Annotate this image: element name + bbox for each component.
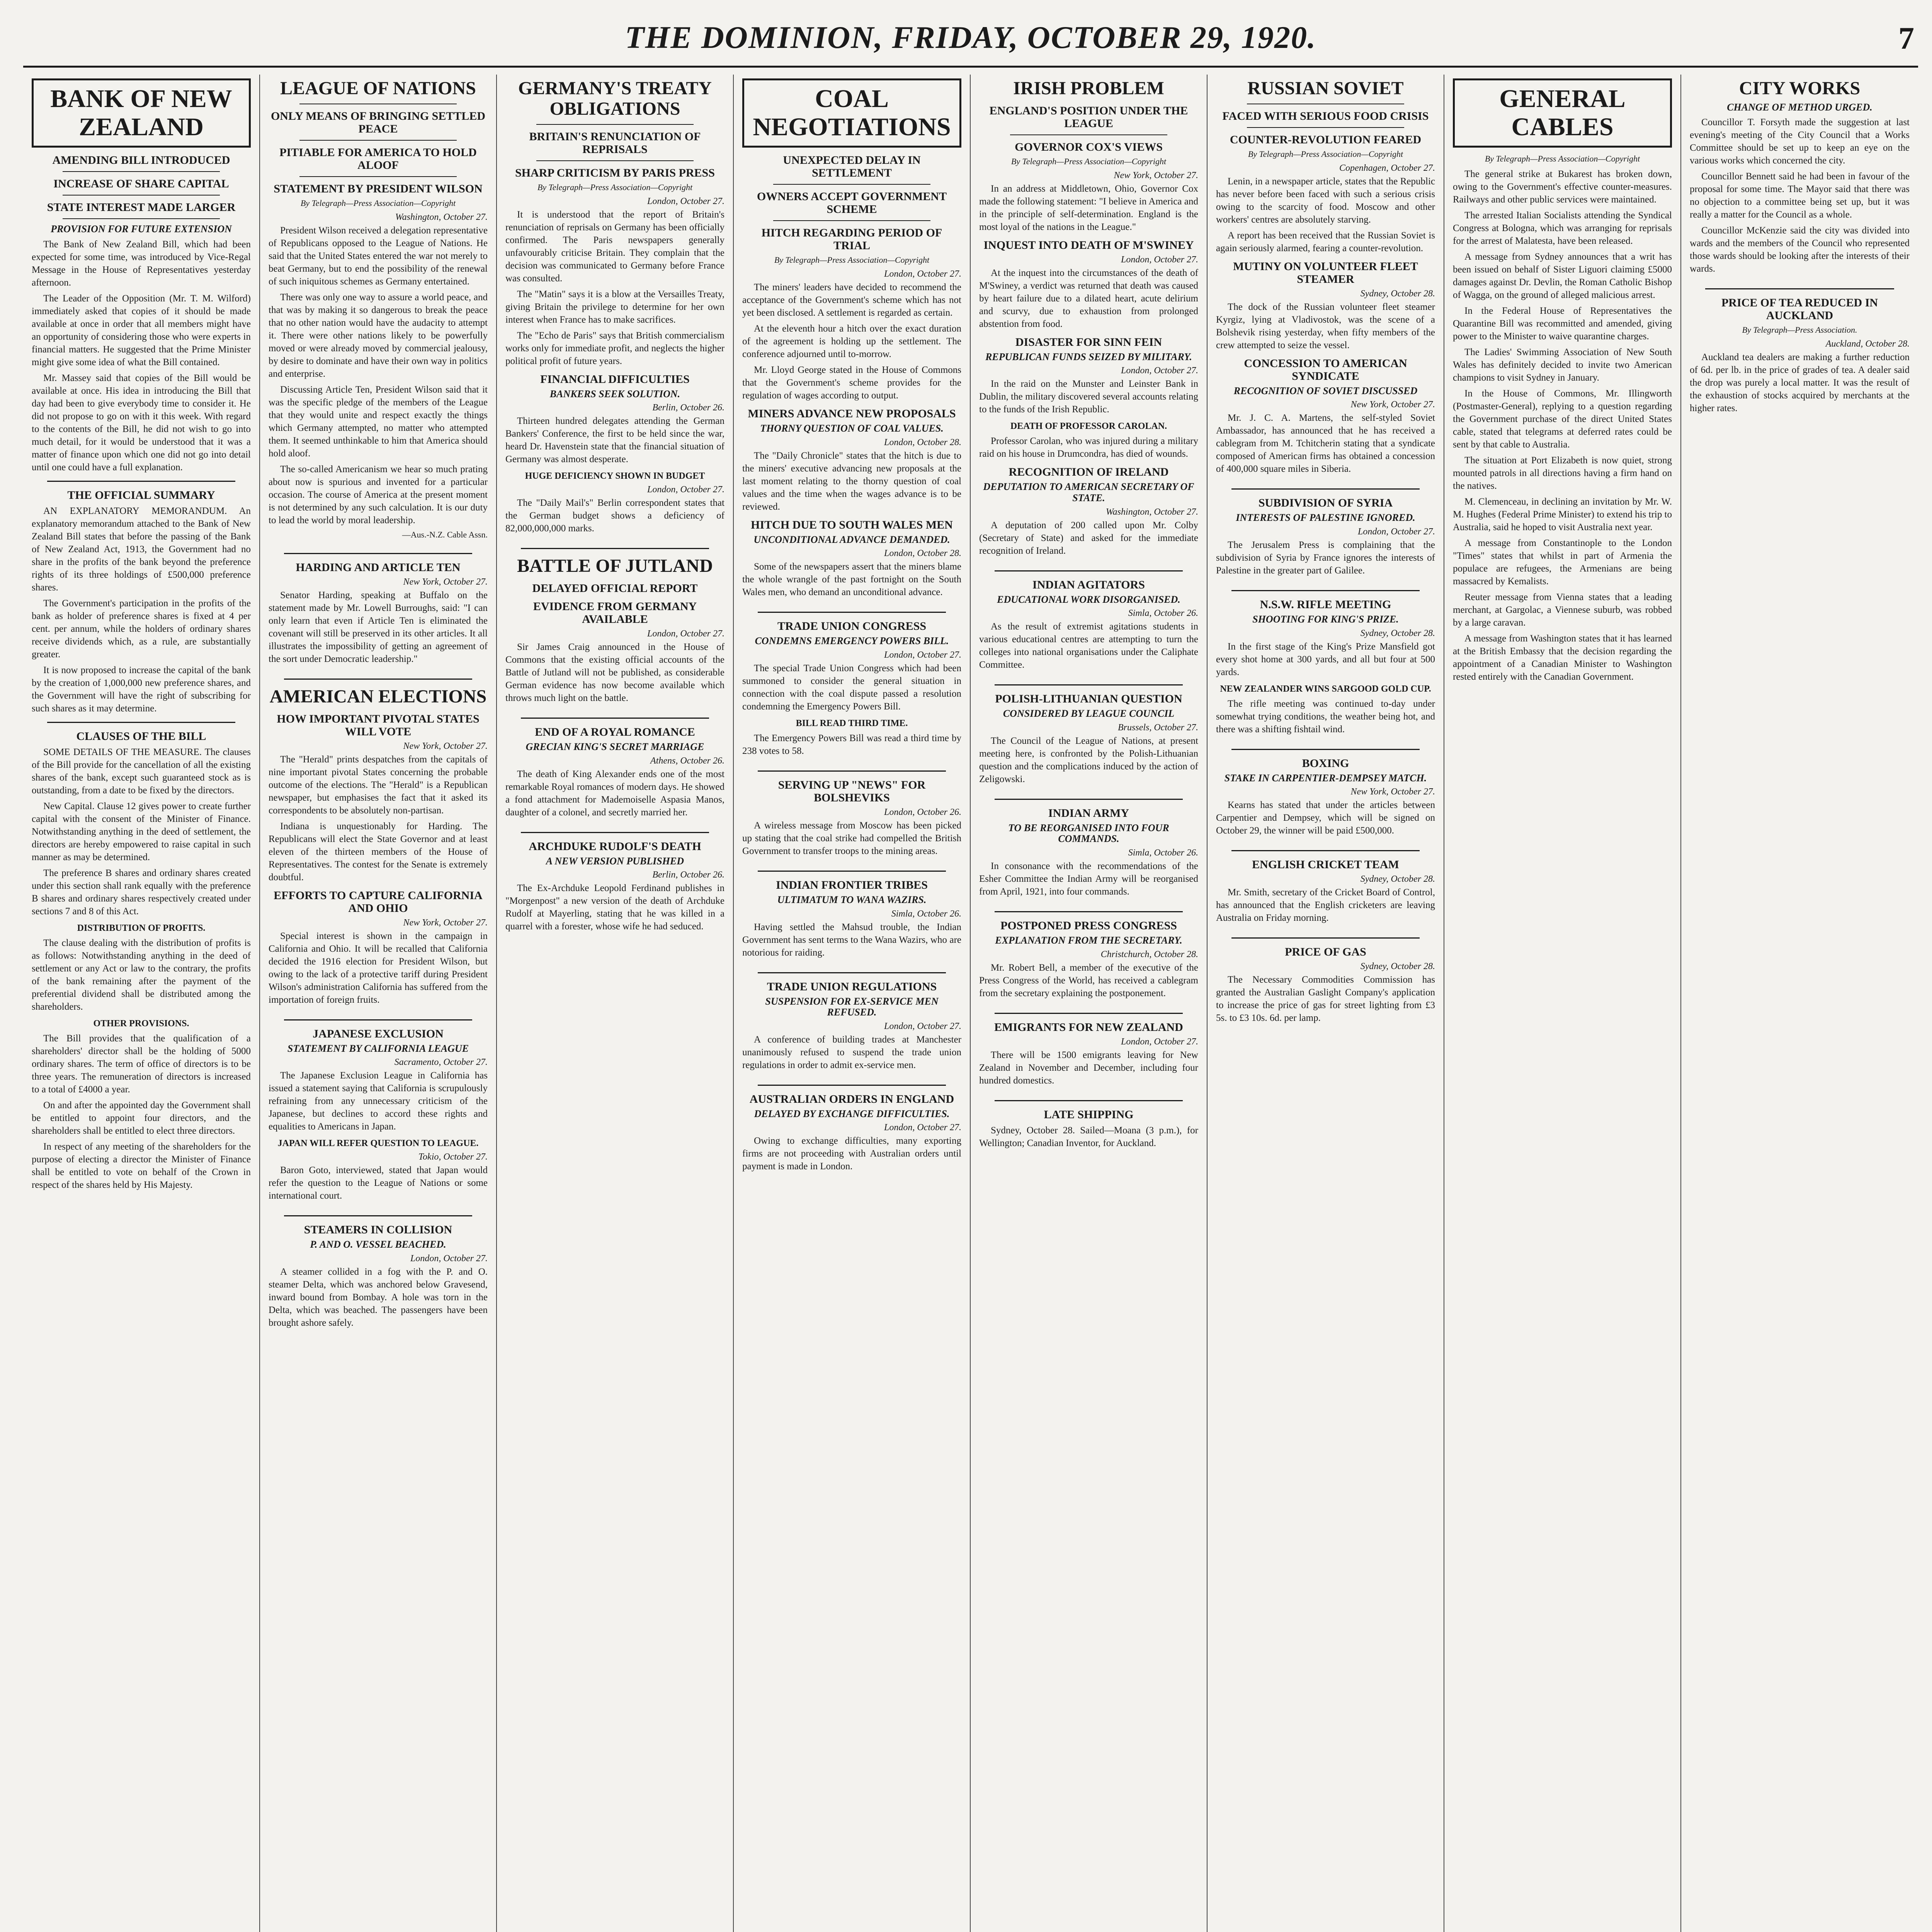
bank-paragraph: The Bill provides that the qualification of a shareholders' director shall be the holding of 5000 ordinary shares. The term of office of directors is to be three years. The remuneration of directors is increased to a total of £4000 a year. (32, 1033, 251, 1095)
miners-deck: THORNY QUESTION OF COAL VALUES. (760, 423, 944, 434)
russian-paragraph: Lenin, in a newspaper article, states that the Republic has never before been faced with such a serious crisis owing to the scarcity of food. Moscow and other workers' centres are absolutely starving. (1216, 176, 1435, 225)
irish-deck-2: GOVERNOR COX'S VIEWS (1015, 140, 1163, 153)
article-trade-regs (742, 980, 961, 1071)
tea-paragraph: Auckland tea dealers are making a further reduction of 6d. per lb. in the price of grades of tea. A dealer said the drop was purely a local matter. It was the result of the exhaustion of stocks acquired by merchants at the higher rates. (1690, 352, 1910, 414)
hitch-headline: HITCH DUE TO SOUTH WALES MEN (751, 518, 953, 531)
financial-deck: BANKERS SEEK SOLUTION. (549, 388, 680, 400)
bank-distribution-heading: DISTRIBUTION OF PROFITS. (77, 923, 206, 933)
cables-byline: By Telegraph—Press Association—Copyright (1485, 154, 1640, 164)
cables-paragraph: Reuter message from Vienna states that a leading merchant, at Gargolac, a Viennese suburb, was robbed by a large caravan. (1453, 592, 1672, 628)
indian-headline: INDIAN FRONTIER TRIBES (776, 878, 928, 891)
gas-dateline: Sydney, October 28. (1360, 961, 1435, 972)
recognition-dateline: Washington, October 27. (1105, 507, 1198, 517)
inquest-paragraph: At the inquest into the circumstances of the death of M'Swiney, a verdict was returned that death was caused by heart failure due to a dilated heart, acute delirium and scurvy, due to exhaustion from prolonged abstention from food. (979, 267, 1198, 329)
aus-paragraph: Owing to exchange difficulties, many exporting firms are not proceeding with Australian orders until payment is made in London. (742, 1136, 961, 1172)
works-paragraph: Councillor Bennett said he had been in favour of the proposal for some time. The Mayor said that there was no objection to a committee being set up, but it was really a matter for the Council as a whole. (1690, 171, 1910, 220)
cables-paragraph: M. Clemenceau, in declining an invitation by Mr. W. M. Hughes (Federal Prime Minister) to extend his trip to Australia, said he hoped to visit Australia next year. (1453, 497, 1672, 533)
disaster-dateline: London, October 27. (1121, 366, 1198, 376)
efforts-headline: EFFORTS TO CAPTURE CALIFORNIA AND OHIO (274, 889, 483, 915)
column-3 (497, 75, 734, 1932)
rifle-deck: SHOOTING FOR KING'S PRIZE. (1252, 613, 1399, 625)
bank-paragraph: The Government's participation in the profits of the bank as holder of preference shares is fixed at 4 per cent. per annum, while the holders of ordinary shares receive dividends which, as a rule, are substantially greater. (32, 598, 251, 660)
divider (995, 799, 1183, 800)
coal-paragraph: The miners' leaders have decided to recommend the acceptance of the Government's scheme which has not yet been disclosed. A settlement is regarded as certain. (742, 282, 961, 318)
article-gas (1216, 946, 1435, 1024)
trade-deck: CONDEMNS EMERGENCY POWERS BILL. (755, 635, 949, 647)
agitators-dateline: Simla, October 26. (1128, 608, 1198, 619)
inquest-dateline: London, October 27. (1121, 254, 1198, 265)
army-headline: INDIAN ARMY (1048, 806, 1129, 820)
bank-paragraph: The Leader of the Opposition (Mr. T. M. Wilford) immediately asked that copies of it should be made available at once in order that all members might have an opportunity of considering those who were experts in financial matters. He suggested that the Prime Minister might give some idea of what the Bill contained. (32, 293, 251, 367)
boxing-headline: BOXING (1302, 757, 1349, 770)
syria-dateline: London, October 27. (1358, 526, 1435, 537)
recognition-deck: DEPUTATION TO AMERICAN SECRETARY OF STATE. (983, 481, 1194, 503)
archduke-paragraph: The Ex-Archduke Leopold Ferdinand publishes in "Morgenpost" a new version of the death of Archduke Rudolf at Mayerling, stating that he was killed in a quarrel with a forester, whose wife he had seduced. (505, 883, 724, 932)
divider (1231, 937, 1420, 939)
league-byline: By Telegraph—Press Association—Copyright (300, 198, 456, 208)
bank-deck-1: AMENDING BILL INTRODUCED (52, 154, 230, 167)
bank-deck-4: PROVISION FOR FUTURE EXTENSION (51, 223, 232, 235)
miners-headline: MINERS ADVANCE NEW PROPOSALS (748, 407, 956, 420)
divider (63, 195, 220, 196)
concession-dateline: New York, October 27. (1350, 400, 1435, 410)
germany-paragraph: The "Matin" says it is a blow at the Versailles Treaty, giving Britain the privilege to determine for her own interest when France has to make sacrifices. (505, 289, 724, 325)
recognition-headline: RECOGNITION OF IRELAND (1009, 466, 1169, 479)
irish-byline: By Telegraph—Press Association—Copyright (1011, 156, 1167, 166)
column-2 (260, 75, 497, 1932)
bank-paragraph: The preference B shares and ordinary shares created under this section shall rank equally with the preference B shares and ordinary shares respectively created under sections 7 and 8 of this Act. (32, 867, 251, 917)
divider (284, 1215, 472, 1216)
cables-paragraph: In the Federal House of Representatives the Quarantine Bill was recommitted and amended, giving power to the Minister to waive quarantine charges. (1453, 306, 1672, 342)
miners-dateline: London, October 28. (884, 437, 961, 447)
harding-headline: HARDING AND ARTICLE TEN (296, 561, 461, 574)
elections-deck: HOW IMPORTANT PIVOTAL STATES WILL VOTE (277, 712, 480, 738)
article-polish (979, 692, 1198, 786)
press-deck: EXPLANATION FROM THE SECRETARY. (995, 934, 1182, 946)
germany-headline: GERMANY'S TREATY OBLIGATIONS (518, 78, 712, 119)
divider (1705, 288, 1894, 289)
divider (758, 871, 946, 872)
divider (536, 160, 694, 161)
boxing-paragraph: Kearns has stated that under the articles between Carpentier and Dempsey, which will be signed on October 29, the winner will be paid £500,000. (1216, 800, 1435, 836)
cables-headline: GENERAL CABLES (1453, 78, 1672, 148)
trade-paragraph: The special Trade Union Congress which had been summoned to consider the general situation in connection with the coal dispute passed a resolution condemning the Emergency Powers Bill. (742, 663, 961, 712)
divider (536, 124, 694, 125)
gas-headline: PRICE OF GAS (1285, 946, 1366, 959)
regs-headline: TRADE UNION REGULATIONS (767, 980, 937, 993)
divider (63, 218, 220, 219)
bank-paragraph: SOME DETAILS OF THE MEASURE. The clauses of the Bill provide for the cancellation of all the existing shares of the bank, except such guaranteed stock as is outstanding, from a date to be fixed by the directors. (32, 747, 251, 796)
mutiny-headline: MUTINY ON VOLUNTEER FLEET STEAMER (1233, 260, 1418, 286)
concession-headline: CONCESSION TO AMERICAN SYNDICATE (1244, 357, 1407, 383)
column-1 (23, 75, 260, 1932)
column-8 (1681, 75, 1918, 1932)
article-boxing (1216, 757, 1435, 837)
rifle-paragraph: In the first stage of the King's Prize Mansfield got every shot home at 300 yards, and all but four at 500 yards. (1216, 641, 1435, 677)
steamers-paragraph: A steamer collided in a fog with the P. and O. steamer Delta, which was anchored below Gravesend, inward bound from Bombay. A hole was torn in the Delta, which was beached. The passengers have been brought ashore safely. (269, 1266, 488, 1328)
divider (995, 570, 1183, 571)
divider (758, 972, 946, 973)
jutland-deck-2: EVIDENCE FROM GERMANY AVAILABLE (533, 600, 697, 626)
jutland-headline: BATTLE OF JUTLAND (517, 556, 713, 577)
romance-deck: GRECIAN KING'S SECRET MARRIAGE (526, 741, 704, 752)
divider (758, 612, 946, 613)
boxing-dateline: New York, October 27. (1350, 787, 1435, 797)
elections-dateline: New York, October 27. (403, 741, 488, 751)
huge-dateline: London, October 27. (647, 485, 724, 495)
divider (521, 548, 709, 549)
financial-headline: FINANCIAL DIFFICULTIES (540, 372, 690, 386)
cables-paragraph: A message from Sydney announces that a writ has been issued on behalf of Sister Liguori claiming £5000 damages against Dr. Devlin, the Roman Catholic Bishop of Wagga, on the ground of alleged malicious arrest. (1453, 252, 1672, 301)
league-paragraph: The so-called Americanism we hear so much prating about now is spurious and invented for a particular occasion. The course of America at the present moment is not determined by any such calculation. It is our duty to lead the world by moral leadership. (269, 464, 488, 526)
mutiny-dateline: Sydney, October 28. (1360, 288, 1435, 299)
article-serving (742, 779, 961, 857)
jutland-paragraph: Sir James Craig announced in the House of Commons that the existing official accounts of the Battle of Jutland will not be published, as considerable German evidence has now become available which throws much light on the battle. (505, 641, 724, 703)
regs-deck: SUSPENSION FOR EX-SERVICE MEN REFUSED. (765, 995, 939, 1018)
league-dateline: Washington, October 27. (395, 212, 488, 222)
bill-paragraph: The Emergency Powers Bill was read a third time by 238 votes to 58. (742, 733, 961, 756)
emigrants-dateline: London, October 27. (1121, 1036, 1198, 1047)
article-harding (269, 561, 488, 665)
cricket-paragraph: Mr. Smith, secretary of the Cricket Board of Control, has announced that the English cricketers are leaving Australia on Friday morning. (1216, 887, 1435, 923)
divider (521, 832, 709, 833)
bank-clauses-heading: CLAUSES OF THE BILL (76, 730, 206, 743)
divider (1231, 488, 1420, 490)
divider (995, 911, 1183, 912)
divider (284, 553, 472, 554)
army-deck: TO BE REORGANISED INTO FOUR COMMANDS. (1008, 822, 1169, 845)
disaster-paragraph: In the raid on the Munster and Leinster Bank in Dublin, the military discovered several accounts relating to the funds of the Irish Republic. (979, 379, 1198, 415)
trade-headline: TRADE UNION CONGRESS (777, 620, 927, 633)
article-irish (979, 78, 1198, 557)
army-paragraph: In consonance with the recommendations of the Esher Committee the Indian Army will be reorganised from April, 1921, into four commands. (979, 861, 1198, 897)
germany-byline: By Telegraph—Press Association—Copyright (537, 182, 693, 192)
gas-paragraph: The Necessary Commodities Commission has granted the Australian Gaslight Company's application to increase the price of gas for street lighting from £3 5s. to £3 10s. 6d. per lamp. (1216, 975, 1435, 1024)
indian-deck: ULTIMATUM TO WANA WAZIRS. (777, 894, 927, 905)
works-paragraph: Councillor McKenzie said the city was divided into wards and the members of the Council who represented those wards should be looking after the interests of their wards. (1690, 225, 1910, 274)
article-indian-frontier (742, 879, 961, 959)
aus-dateline: London, October 27. (884, 1122, 961, 1133)
japan-dateline: Tokio, October 27. (418, 1152, 488, 1162)
article-agitators (979, 578, 1198, 672)
russian-paragraph: A report has been received that the Russian Soviet is again seriously alarmed, fearing a counter-revolution. (1216, 230, 1435, 253)
jutland-dateline: London, October 27. (647, 628, 724, 639)
columns (23, 75, 1918, 1932)
divider (995, 1013, 1183, 1014)
irish-dateline: New York, October 27. (1114, 170, 1198, 180)
concession-paragraph: Mr. J. C. A. Martens, the self-styled Soviet Ambassador, has announced that he has received a cablegram from M. Tchitcherin stating that a syndicate composed of American firms has obtained a concession of 400,000 square miles in Siberia. (1216, 413, 1435, 474)
divider (773, 220, 930, 221)
polish-deck: CONSIDERED BY LEAGUE COUNCIL (1003, 708, 1175, 719)
bank-deck-3: STATE INTEREST MADE LARGER (47, 201, 236, 214)
indian-dateline: Simla, October 26. (891, 908, 961, 919)
agitators-paragraph: As the result of extremist agitations students in various educational centres are attempting to turn the colleges into national organisations under the Caliphate Committee. (979, 621, 1198, 670)
regs-paragraph: A conference of building trades at Manchester unanimously refused to suspend the trade union regulations in order to admit ex-service men. (742, 1034, 961, 1070)
serving-headline: SERVING UP "NEWS" FOR BOLSHEVIKS (778, 778, 926, 804)
column-5 (971, 75, 1208, 1932)
coal-byline: By Telegraph—Press Association—Copyright (774, 255, 930, 265)
archduke-headline: ARCHDUKE RUDOLF'S DEATH (529, 840, 701, 853)
syria-deck: INTERESTS OF PALESTINE IGNORED. (1236, 512, 1415, 524)
coal-deck-3: HITCH REGARDING PERIOD OF TRIAL (761, 226, 942, 252)
irish-headline: IRISH PROBLEM (1013, 78, 1164, 99)
article-syria (1216, 497, 1435, 577)
masthead (23, 15, 1918, 68)
divider (1231, 590, 1420, 591)
efforts-paragraph: Special interest is shown in the campaign in California and Ohio. It will be recalled that California decided the 1916 election for President Wilson, but owing to the lack of a protective tariff during President Wilson's administration California has suffered from the importation of foreign fruits. (269, 930, 488, 1005)
recognition-paragraph: A deputation of 200 called upon Mr. Colby (Secretary of State) and asked for the immediate recognition of Ireland. (979, 520, 1198, 556)
league-headline: LEAGUE OF NATIONS (280, 78, 476, 99)
coal-paragraph: Mr. Lloyd George stated in the House of Commons that the Government's scheme provides for the regulation of wages according to output. (742, 365, 961, 401)
divider (299, 176, 457, 177)
cables-paragraph: The situation at Port Elizabeth is now quiet, strong mounted patrols in all directions having a firm hand on the natives. (1453, 455, 1672, 492)
bank-headline: BANK OF NEW ZEALAND (32, 78, 251, 148)
financial-dateline: Berlin, October 26. (652, 403, 724, 413)
huge-paragraph: The "Daily Mail's" Berlin correspondent states that the German budget shows a deficiency of 82,000,000,000 marks. (505, 498, 724, 534)
cricket-headline: ENGLISH CRICKET TEAM (1252, 858, 1399, 871)
bill-subheading: BILL READ THIRD TIME. (796, 718, 908, 728)
page-number: 7 (1898, 20, 1914, 56)
bank-official-heading: THE OFFICIAL SUMMARY (67, 488, 215, 502)
aus-deck: DELAYED BY EXCHANGE DIFFICULTIES. (754, 1108, 950, 1119)
coal-deck-2: OWNERS ACCEPT GOVERNMENT SCHEME (757, 190, 947, 216)
archduke-dateline: Berlin, October 26. (652, 870, 724, 880)
article-rifle (1216, 598, 1435, 736)
column-4 (734, 75, 971, 1932)
divider (521, 718, 709, 719)
article-late-shipping (979, 1108, 1198, 1150)
agitators-headline: INDIAN AGITATORS (1032, 578, 1145, 591)
cables-paragraph: The general strike at Bukarest has broken down, owing to the Government's effective counter-measures. Railways and other public services were maintained. (1453, 169, 1672, 205)
inquest-headline: INQUEST INTO DEATH OF M'SWINEY (983, 238, 1194, 252)
japanese-deck: STATEMENT BY CALIFORNIA LEAGUE (287, 1043, 469, 1054)
serving-dateline: London, October 26. (884, 807, 961, 817)
army-dateline: Simla, October 26. (1128, 847, 1198, 858)
cricket-dateline: Sydney, October 28. (1360, 874, 1435, 884)
elections-headline: AMERICAN ELECTIONS (269, 686, 487, 707)
cables-paragraph: The Ladies' Swimming Association of New South Wales has definitely decided to invite two American champions to visit Sydney in January. (1453, 347, 1672, 383)
divider (758, 1085, 946, 1086)
financial-paragraph: Thirteen hundred delegates attending the German Bankers' Conference, the first to be held since the war, heard Dr. Havenstein state that the financial situation of Germany was almost desperate. (505, 416, 724, 465)
article-romance (505, 726, 724, 819)
steamers-headline: STEAMERS IN COLLISION (304, 1223, 452, 1236)
article-russian (1216, 78, 1435, 475)
works-headline: CITY WORKS (1739, 78, 1861, 99)
regs-dateline: London, October 27. (884, 1021, 961, 1031)
late-shipping-headline: LATE SHIPPING (1044, 1108, 1134, 1121)
divider (1247, 127, 1404, 128)
bank-paragraph: AN EXPLANATORY MEMORANDUM. An explanatory memorandum attached to the Bank of New Zealand Bill states that before the passing of the Bank of New Zealand Act, 1913, the Government had no share in the profits of the bank beyond the preference rights of its three holdings of £500,000 preference shares. (32, 505, 251, 593)
nz-subheading: NEW ZEALANDER WINS SARGOOD GOLD CUP. (1220, 684, 1431, 694)
bank-paragraph: It is now proposed to increase the capital of the bank by the creation of 1,000,000 new preference shares, and the Government will have the right of subscribing for such shares as it may determine. (32, 665, 251, 714)
indian-paragraph: Having settled the Mahsud trouble, the Indian Government has sent terms to the Wana Wazirs, who are notorious for raiding. (742, 922, 961, 958)
divider (758, 770, 946, 772)
japan-paragraph: Baron Goto, interviewed, stated that Japan would refer the question to the League of Nations or some international court. (269, 1165, 488, 1201)
aus-headline: AUSTRALIAN ORDERS IN ENGLAND (749, 1092, 954, 1105)
divider (63, 171, 220, 172)
boxing-deck: STAKE IN CARPENTIER-DEMPSEY MATCH. (1224, 772, 1427, 784)
polish-paragraph: The Council of the League of Nations, at present meeting here, is confronted by the Polish-Lithuanian question and the complications induced by the action of Zeligowski. (979, 735, 1198, 784)
russian-headline: RUSSIAN SOVIET (1247, 78, 1404, 99)
works-paragraph: Councillor T. Forsyth made the suggestion at last evening's meeting of the City Council that a Works Committee should be set up to keep an eye on the various works which concerned the city. (1690, 117, 1910, 166)
germany-paragraph: The "Echo de Paris" says that British commercialism works only for immediate profit, and neglects the higher political profit of future years. (505, 330, 724, 366)
tea-headline: PRICE OF TEA REDUCED IN AUCKLAND (1721, 296, 1878, 322)
steamers-dateline: London, October 27. (410, 1253, 488, 1264)
huge-heading: HUGE DEFICIENCY SHOWN IN BUDGET (525, 471, 705, 481)
nz-paragraph: The rifle meeting was continued to-day under somewhat trying conditions, the weather being hot, and there was a shifting fishtail wind. (1216, 698, 1435, 735)
mutiny-paragraph: The dock of the Russian volunteer fleet steamer Kyrgiz, lying at Vladivostok, was the scene of a Bolshevik rising yesterday, when fifty members of the crew attempted to seize the vessel. (1216, 301, 1435, 350)
league-paragraph: Discussing Article Ten, President Wilson said that it was the specific pledge of the members of the League that they would unite and respect exactly the things which Germany attempted, no matter who attempted them. It seemed unthinkable to him that America should hold aloof. (269, 384, 488, 459)
late-shipping-paragraph: Sydney, October 28. Sailed—Moana (3 p.m.), for Wellington; Canadian Inventor, for Auckland. (979, 1125, 1198, 1148)
divider (284, 679, 472, 680)
league-agency: —Aus.-N.Z. Cable Assn. (402, 529, 488, 539)
russian-deck-1: FACED WITH SERIOUS FOOD CRISIS (1222, 109, 1429, 122)
article-archduke (505, 840, 724, 933)
bank-paragraph: On and after the appointed day the Government shall be entitled to appoint four directors, and the shareholders shall be entitled to elect three directors. (32, 1100, 251, 1136)
concession-deck: RECOGNITION OF SOVIET DISCUSSED (1233, 385, 1418, 396)
russian-deck-2: COUNTER-REVOLUTION FEARED (1230, 133, 1422, 146)
emigrants-paragraph: There will be 1500 emigrants leaving for New Zealand in November and December, including four hundred domestics. (979, 1049, 1198, 1086)
league-paragraph: There was only one way to assure a world peace, and that was by making it so dangerous to break the peace that no other nation would have the audacity to attempt it. There were other nations likely to be powerfully moved or were already moved by commercial jealousy, by desire to dominate and have their own way in politics and enterprise. (269, 292, 488, 379)
article-emigrants (979, 1021, 1198, 1087)
cables-paragraph: A message from Washington states that it has learned at the British Embassy that the decision regarding the appointment of a Canadian Minister to Washington rested entirely with the Canadian Government. (1453, 633, 1672, 682)
carolan-paragraph: Professor Carolan, who was injured during a military raid on his house in Drumcondra, has died of wounds. (979, 436, 1198, 459)
tea-byline: By Telegraph—Press Association. (1742, 325, 1857, 335)
japanese-dateline: Sacramento, October 27. (394, 1057, 488, 1068)
elections-paragraph: The "Herald" prints despatches from the capitals of nine important pivotal States concerning the probable outcome of the elections. The "Herald" is a Republican newspaper, but emphasises the fact that it asked its correspondents to be absolutely non-partisan. (269, 754, 488, 816)
divider (995, 684, 1183, 685)
press-headline: POSTPONED PRESS CONGRESS (1000, 919, 1177, 932)
cables-paragraph: The arrested Italian Socialists attending the Syndical Congress at Bologna, which was arranging for reprisals for the arrest of Malatesta, have been released. (1453, 210, 1672, 247)
divider (773, 184, 930, 185)
agitators-deck: EDUCATIONAL WORK DISORGANISED. (997, 594, 1180, 605)
hitch-dateline: London, October 28. (884, 548, 961, 559)
column-7 (1444, 75, 1681, 1932)
article-trade-congress (742, 620, 961, 757)
article-australian-orders (742, 1093, 961, 1173)
efforts-dateline: New York, October 27. (403, 917, 488, 928)
divider (47, 481, 235, 482)
tea-dateline: Auckland, October 28. (1825, 339, 1910, 349)
article-league (269, 78, 488, 540)
divider (299, 140, 457, 141)
romance-paragraph: The death of King Alexander ends one of the most remarkable Royal romances of modern days. He showed a fond attachment for Mademoiselle Aspasia Manos, daughter of a colonel, and secretly married her. (505, 769, 724, 818)
article-germany (505, 78, 724, 535)
divider (1231, 749, 1420, 750)
steamers-deck: P. AND O. VESSEL BEACHED. (310, 1239, 446, 1250)
league-paragraph: President Wilson received a delegation representative of Republicans opposed to the League of Nations. He said that the United States entered the war not merely to beat Germany, but to end the possibility of the renewal of such iniquitous schemes as Germany entertained. (269, 225, 488, 287)
bank-deck-2: INCREASE OF SHARE CAPITAL (53, 177, 229, 190)
divider (47, 722, 235, 723)
serving-paragraph: A wireless message from Moscow has been picked up stating that the coal strike had compelled the British Government to transfer troops to the mining areas. (742, 820, 961, 856)
coal-deck-1: UNEXPECTED DELAY IN SETTLEMENT (783, 154, 921, 180)
divider (995, 1100, 1183, 1101)
article-cables (1453, 78, 1672, 683)
germany-paragraph: It is understood that the report of Britain's renunciation of reprisals on Germany has been officially confirmed. The Paris newspapers generally unfavourably criticise Britain. They complain that the decision was communicated to Germany before France was consulted. (505, 209, 724, 284)
article-coal (742, 78, 961, 599)
bank-paragraph: New Capital. Clause 12 gives power to create further capital with the consent of the Minister of Finance. Notwithstanding anything in the deed of settlement, the directors are hereby empowered to raise capital in such manner as may be determined. (32, 801, 251, 862)
jutland-deck-1: DELAYED OFFICIAL REPORT (532, 582, 698, 595)
article-cricket (1216, 858, 1435, 924)
disaster-deck: REPUBLICAN FUNDS SEIZED BY MILITARY. (985, 351, 1192, 362)
article-elections (269, 687, 488, 1006)
bank-paragraph: The clause dealing with the distribution of profits is as follows: Notwithstanding anything in the deed of settlement or any Act or law to the contrary, the profits of the bank remaining after the payment of the preferential dividend shall be distributed among the shareholders. (32, 937, 251, 1012)
russian-dateline: Copenhagen, October 27. (1339, 163, 1435, 173)
japanese-headline: JAPANESE EXCLUSION (313, 1027, 444, 1040)
elections-paragraph: Indiana is unquestionably for Harding. The Republicans will elect the State Governor and at least eleven of the thirteen members of the House of Representatives. The contest for the Senate is extremely doubtful. (269, 821, 488, 883)
masthead-title: THE DOMINION, FRIDAY, OCTOBER 29, 1920. (625, 20, 1316, 55)
polish-dateline: Brussels, October 27. (1118, 722, 1198, 733)
league-deck-1: ONLY MEANS OF BRINGING SETTLED PEACE (270, 109, 486, 135)
article-steamers (269, 1223, 488, 1329)
japanese-paragraph: The Japanese Exclusion League in California has issued a statement saying that California is scrupulously refraining from any unnecessary criticism of the Japanese, but declines to accord these rights and equalities to Americans in Japan. (269, 1070, 488, 1132)
rifle-headline: N.S.W. RIFLE MEETING (1260, 598, 1391, 611)
romance-headline: END OF A ROYAL ROMANCE (535, 725, 695, 738)
emigrants-headline: EMIGRANTS FOR NEW ZEALAND (994, 1020, 1183, 1034)
article-japanese (269, 1027, 488, 1202)
bank-paragraph: In respect of any meeting of the shareholders for the purpose of electing a director the Minister of Finance shall be entitled to vote on behalf of the Crown in respect of the shares held by His Majesty. (32, 1141, 251, 1190)
miners-paragraph: The "Daily Chronicle" states that the hitch is due to the miners' executive advancing new proposals at the last moment relating to the thorny question of coal values and the time when the wages advance is to be reviewed. (742, 450, 961, 512)
irish-paragraph: In an address at Middletown, Ohio, Governor Cox made the following statement: "I believe in America and in the principle of self-determination. England is the most loyal of the nations in the League." (979, 183, 1198, 232)
coal-headline: COAL NEGOTIATIONS (742, 78, 961, 148)
league-deck-2: PITIABLE FOR AMERICA TO HOLD ALOOF (279, 146, 477, 172)
article-bank (32, 78, 251, 1191)
romance-dateline: Athens, October 26. (650, 755, 724, 766)
divider (1231, 850, 1420, 851)
germany-dateline: London, October 27. (647, 196, 724, 206)
hitch-deck: UNCONDITIONAL ADVANCE DEMANDED. (753, 534, 950, 545)
japan-subheading: JAPAN WILL REFER QUESTION TO LEAGUE. (277, 1138, 479, 1149)
syria-paragraph: The Jerusalem Press is complaining that the subdivision of Syria by France ignores the interests of Palestine in the greater part of Galilee. (1216, 539, 1435, 576)
bank-paragraph: Mr. Massey said that copies of the Bill would be available at once. His idea in introducing the Bill that day had been to give everybody time to consider it. He did not propose to go on with it this week. With regard to the contents of the Bill, he did not wish to go into much detail, for it would be understood that it was a matter of finance upon which one did not go into detail until one could have a full explanation. (32, 372, 251, 473)
bank-paragraph: The Bank of New Zealand Bill, which had been expected for some time, was introduced by Vice-Regal Message in the House of Representatives yesterday afternoon. (32, 239, 251, 288)
article-press-congress (979, 919, 1198, 1000)
germany-deck-1: BRITAIN'S RENUNCIATION OF REPRISALS (529, 130, 701, 156)
cables-paragraph: In the House of Commons, Mr. Illingworth (Postmaster-General), replying to a question regarding the Government purchase of the direct United States cable, stated that telegrams at deferred rates could be sent by that cable to Australia. (1453, 388, 1672, 450)
divider (1010, 134, 1167, 135)
coal-dateline: London, October 27. (884, 269, 961, 279)
trade-dateline: London, October 27. (884, 650, 961, 660)
divider (284, 1019, 472, 1020)
germany-deck-2: SHARP CRITICISM BY PARIS PRESS (515, 166, 715, 179)
rifle-dateline: Sydney, October 28. (1360, 628, 1435, 638)
harding-dateline: New York, October 27. (403, 577, 488, 587)
article-city-works (1690, 78, 1910, 275)
polish-headline: POLISH-LITHUANIAN QUESTION (995, 692, 1182, 706)
coal-paragraph: At the eleventh hour a hitch over the exact duration of the agreement is holding up the settlement. The conference adjourned until to-morrow. (742, 323, 961, 360)
cables-paragraph: A message from Constantinople to the London "Times" states that whilst in part of Armenia the populace are refugees, the Armenians are being massacred by Kemalists. (1453, 538, 1672, 587)
column-6 (1208, 75, 1444, 1932)
carolan-heading: DEATH OF PROFESSOR CAROLAN. (1010, 421, 1167, 432)
irish-deck-1: ENGLAND'S POSITION UNDER THE LEAGUE (989, 104, 1188, 130)
press-paragraph: Mr. Robert Bell, a member of the executive of the Press Congress of the World, has received a cablegram from the secretary explaining the postponement. (979, 962, 1198, 998)
russian-byline: By Telegraph—Press Association—Copyright (1248, 149, 1403, 159)
works-deck: CHANGE OF METHOD URGED. (1727, 101, 1872, 113)
hitch-paragraph: Some of the newspapers assert that the miners blame the whole wrangle of the past fortnight on the South Wales men, who demand an unconditional advance. (742, 561, 961, 598)
syria-headline: SUBDIVISION OF SYRIA (1258, 497, 1393, 510)
league-deck-3: STATEMENT BY PRESIDENT WILSON (274, 182, 483, 195)
article-tea (1690, 296, 1910, 415)
article-indian-army (979, 807, 1198, 898)
disaster-headline: DISASTER FOR SINN FEIN (1015, 335, 1162, 349)
harding-paragraph: Senator Harding, speaking at Buffalo on the statement made by Mr. Lowell Burroughs, said: "I can only learn that even if Article Ten is eliminated the covenant will still be preserved in its other articles. It all illustrates the impossibility of getting an agreement of the sort under Democratic leadership." (269, 590, 488, 664)
archduke-deck: A NEW VERSION PUBLISHED (546, 855, 684, 867)
bank-other-heading: OTHER PROVISIONS. (93, 1018, 189, 1029)
article-jutland (505, 556, 724, 704)
press-dateline: Christchurch, October 28. (1100, 949, 1198, 959)
